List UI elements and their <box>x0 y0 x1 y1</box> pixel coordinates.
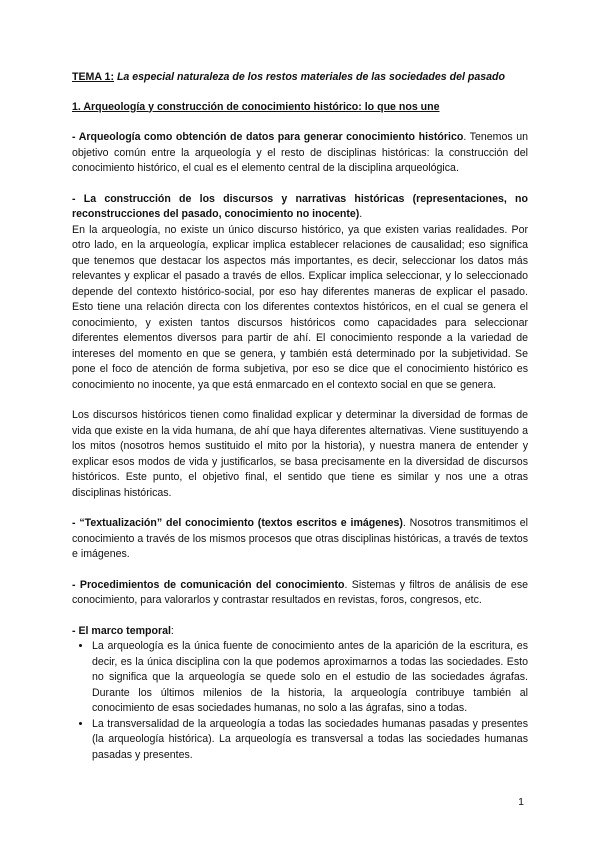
paragraph-lead-end: : <box>170 624 174 637</box>
section-heading: 1. Arqueología y construcción de conocimiento histórico: lo que nos une <box>72 100 440 113</box>
time-frame-list <box>72 639 528 763</box>
list-item: • La transversalidad de la arqueología a todas las sociedades humanas pasadas y presentes (la arqueología histórica). La arqueología es transversal a todas las sociedades humanas pasadas y presentes. <box>92 717 528 764</box>
document-title <box>72 70 528 86</box>
page-number: 1 <box>518 796 524 808</box>
paragraph-lead-end: . <box>359 208 363 220</box>
paragraph-text: . Sistemas y filtros de análisis de ese conocimiento, para valorarlos y contrastar resultados en revistas, foros, congresos, etc. <box>72 578 529 606</box>
paragraph-discourses-body: En la arqueología, no existe un único discurso histórico, ya que existen varias realidades. Por otro lado, en la arqueología, explicar implica establecer relaciones de causalidad; eso significa que tenemos que destacar los aspectos más importantes, es decir, seleccionar los datos más relevantes y explicar el pasado a través de ellos. Explicar implica seleccionar, y lo seleccionado depende del contexto histórico-social, por eso hay diferentes maneras de explicar el pasado. Esto tiene una relación directa con los diferentes contextos históricos, en el cual se genera el conocimiento, y existen tantos discursos históricos como capacidades para seleccionar diferentes elementos diversos para partir de ahí. El conocimiento responde a la variedad de intereses del momento en que se genera, y también está determinado por la subjetividad. Se pone el foco de atención de forma subjetiva, por eso se dice que el conocimiento histórico es conocimiento no inocente, ya que está enmarcado en el contexto social en que se genera. <box>72 223 528 391</box>
paragraph-communication <box>72 578 528 609</box>
paragraph-discourses-heading <box>72 192 528 223</box>
paragraph-text: . Nosotros transmitimos el conocimiento a través de los mismos procesos que otras disciplinas históricas, a través de textos e imágenes. <box>72 517 528 560</box>
paragraph-lead: - Procedimientos de comunicación del conocimiento <box>72 578 345 591</box>
paragraph-time-frame-heading <box>72 624 528 640</box>
paragraph-historical-discourses: Los discursos históricos tienen como finalidad explicar y determinar la diversidad de formas de vida que existe en la vida humana, de ahí que haya diferentes alternativas. Viene sustituyendo a los mitos (nosotros hemos sustituido el mito por la historia), y nuestra manera de entender y explicar esos modos de vida y justificarlos, se basa precisamente en la diversidad de discursos históricos. Este punto, el objetivo final, el sentido que tiene es similar y nos une a otras disciplinas históricas. <box>72 409 528 499</box>
title-label: TEMA 1: <box>72 71 114 83</box>
paragraph-lead: - El marco temporal <box>72 624 171 637</box>
list-item: • La arqueología es la única fuente de conocimiento antes de la aparición de la escritura, es decir, es la única disciplina con la que podemos aproximarnos a todas las sociedades. Esto no significa que la arqueología se quede solo en el estudio de las sociedades ágrafas. Durante los últimos milenios de la historia, la arqueología contribuye también al conocimiento de esas sociedades humanas, no solo a las ágrafas, sino a todas. <box>92 639 528 717</box>
document-page <box>72 70 528 763</box>
paragraph-data-generation <box>72 130 528 177</box>
paragraph-lead: - La construcción de los discursos y narrativas históricas (representaciones, no reconstrucciones del pasado, conocimiento no inocente) <box>72 192 528 220</box>
paragraph-lead: - “Textualización” del conocimiento (textos escritos e imágenes) <box>72 517 403 529</box>
paragraph-text: . Tenemos un objetivo común entre la arqueología y el resto de disciplinas históricas: la construcción del conocimiento histórico, el cual es el elemento central de la disciplina arqueológica. <box>72 131 528 174</box>
paragraph-textualization <box>72 516 528 563</box>
title-text: La especial naturaleza de los restos materiales de las sociedades del pasado <box>116 71 505 83</box>
paragraph-lead: - Arqueología como obtención de datos para generar conocimiento histórico <box>72 131 464 143</box>
